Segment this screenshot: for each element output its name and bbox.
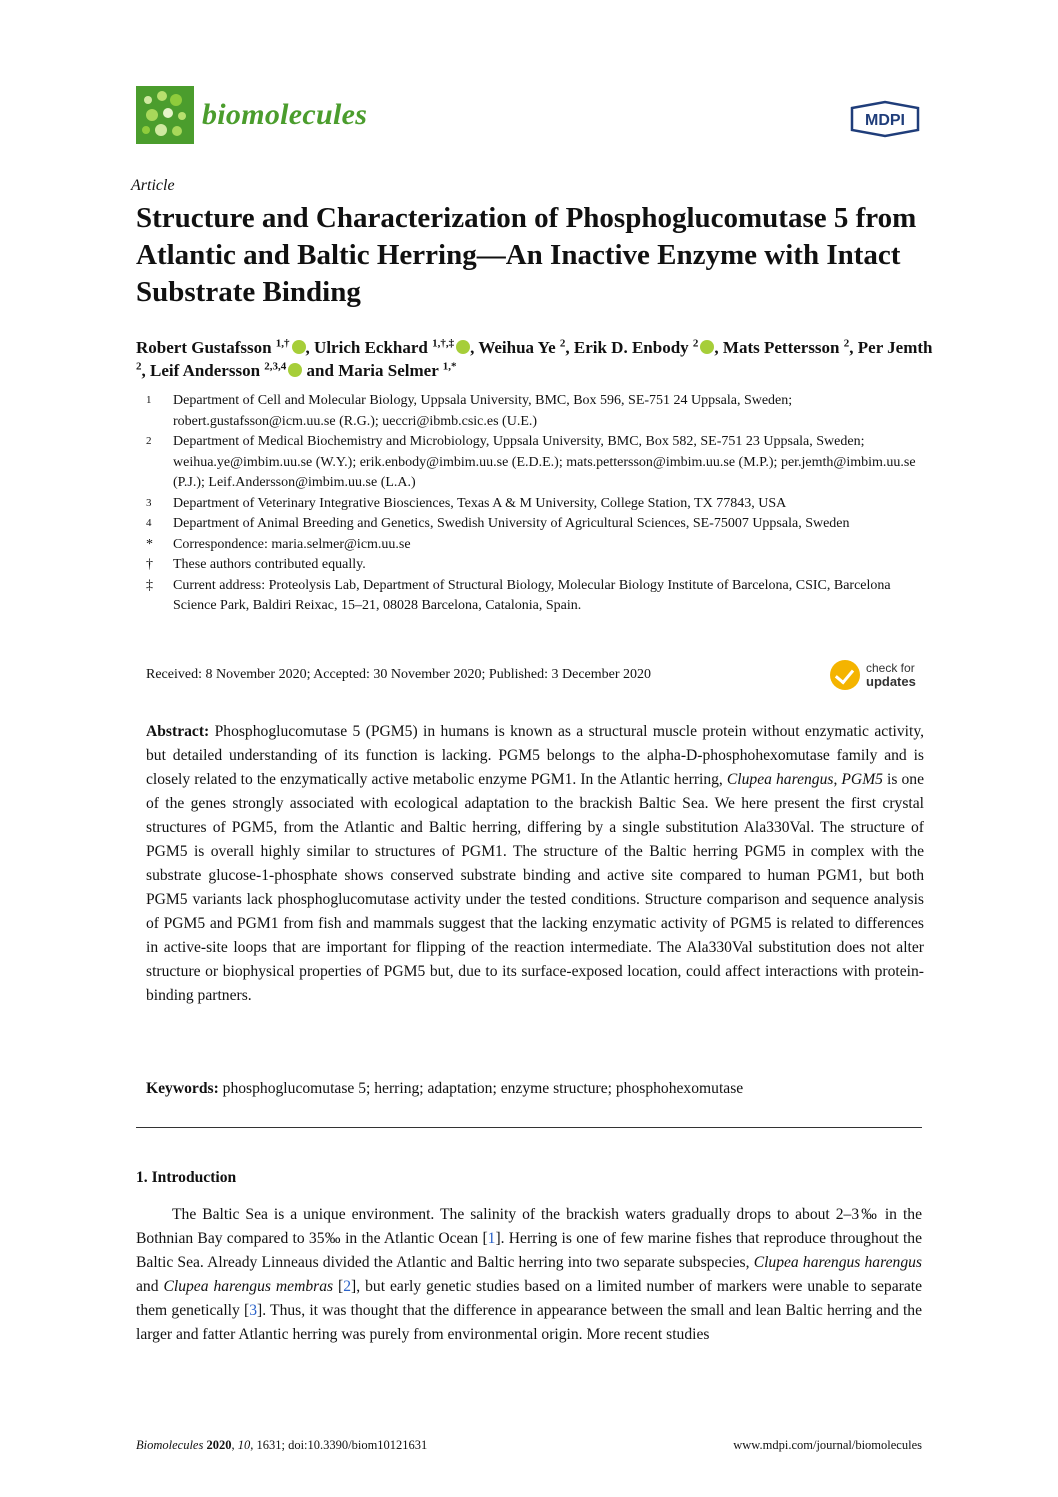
author-name: Leif Andersson [150, 361, 261, 380]
affiliation-item [146, 432, 936, 494]
intro-text: ]. Thus, it was thought that the difference in appearance between the small and lean Baltic herring and the larger and fatter Atlantic herring was purely from environmental origin. More recent studies [136, 1302, 923, 1343]
author-affiliation-marker: 2,3,4 [264, 360, 287, 373]
intro-text: [ [333, 1278, 344, 1295]
author-affiliation-marker: 2 [843, 337, 850, 350]
keywords-text: phosphoglucomutase 5; herring; adaptation; enzyme structure; phosphohexomutase [218, 1080, 744, 1097]
intro-text: ], but early genetic studies based on a limited number of markers were unable to separate them genetically [ [136, 1278, 923, 1319]
abstract [146, 720, 924, 1008]
affiliation-marker: 3 [146, 496, 152, 509]
author-name: Ulrich Eckhard [314, 338, 428, 357]
footer-doi: , 1631; doi:10.3390/biom10121631 [250, 1438, 428, 1452]
affiliation-item [146, 576, 936, 617]
affiliation-text: Department of Medical Biochemistry and Microbiology, Uppsala University, BMC, Box 582, SE-751 23 Uppsala, Sweden; weihua.ye@imbim.uu.se (W.Y.); erik.enbody@imbim.uu.se (E.D.E.); mats.pettersson@imbim.uu.se (M.P.); per.jemth@imbim.uu.se (P.J.); Leif.Andersson@imbim.uu.se (L.A.) [173, 434, 916, 490]
section-divider [136, 1127, 922, 1128]
keywords [146, 1077, 924, 1101]
affiliation-item [146, 555, 936, 576]
citation-link[interactable]: 2 [343, 1278, 352, 1295]
author-name: Mats Pettersson [722, 338, 840, 357]
author-affiliation-marker: 1,* [442, 360, 457, 373]
affiliation-text: Department of Veterinary Integrative Biosciences, Texas A & M University, College Station, TX 77843, USA [173, 495, 787, 511]
affiliation-item [146, 514, 936, 535]
footer-url[interactable]: www.mdpi.com/journal/biomolecules [733, 1438, 922, 1452]
author-separator: , [714, 338, 723, 357]
footer-volume: 10 [237, 1438, 251, 1452]
affiliation-text: These authors contributed equally. [173, 557, 366, 572]
author-affiliation-marker: 2 [692, 337, 699, 350]
author-separator: , [470, 338, 479, 357]
author-affiliation-marker: 1,†,‡ [432, 337, 455, 350]
abstract-text: Phosphoglucomutase 5 (PGM5) in humans is known as a structural muscle protein without enzymatic activity, but detailed understanding of its function is lacking. PGM5 belongs to the alpha-D-phosphohexomutase family and is closely related to the enzymatically active metabolic enzyme PGM1. In the Atlantic herring, [146, 723, 924, 788]
affiliation-item [146, 494, 936, 515]
species-name: Clupea harengus membras [163, 1278, 334, 1295]
footer-journal: Biomolecules [136, 1438, 204, 1452]
citation-link[interactable]: 3 [249, 1302, 258, 1319]
author-list [136, 336, 936, 382]
author-affiliation-marker: 2 [136, 360, 142, 373]
introduction-paragraph [136, 1203, 922, 1347]
abstract-rest: is one of the genes strongly associated with ecological adaptation to the brackish Baltic Sea. We here present the first crystal structures of PGM5, from the Atlantic and Baltic herring, differing by a single substitution Ala330Val. The structure of PGM5 is overall highly similar to structures of PGM1. The structure of the Baltic herring PGM5 in complex with the substrate glucose-1-phosphate shows conserved substrate binding and active site compared to human PGM1, but both PGM5 variants lack phosphoglucomutase activity under the tested conditions. Structure comparison and sequence analysis of PGM5 and PGM1 from fish and mammals suggest that the lacking enzymatic activity of PGM5 is related to differences in active-site loops that are important for flipping of the reaction intermediate. The Ala330Val substitution does not alter structure or biophysical properties of PGM5 but, due to its surface-exposed location, could affect interactions with protein-binding partners. [146, 771, 924, 1004]
affiliation-item [146, 535, 936, 556]
author-affiliation-marker: 1,† [275, 337, 290, 350]
journal-logo-icon [136, 86, 194, 144]
affiliation-text: Correspondence: maria.selmer@icm.uu.se [173, 536, 411, 552]
author-separator: , [849, 338, 858, 357]
abstract-species: Clupea harengus [726, 771, 834, 788]
abstract-gene: PGM5 [841, 771, 883, 788]
affiliation-marker: 4 [146, 517, 152, 529]
mdpi-logo [848, 100, 922, 142]
orcid-icon[interactable] [288, 363, 302, 377]
orcid-icon[interactable] [700, 340, 714, 354]
affiliations [146, 391, 936, 617]
author-separator: and [302, 361, 339, 380]
author-name: Robert Gustafsson [136, 338, 272, 357]
affiliation-marker: 1 [146, 394, 152, 406]
author-name: Erik D. Enbody [573, 338, 689, 357]
article-title: Structure and Characterization of Phosphoglucomutase 5 from Atlantic and Baltic Herring—An Inactive Enzyme with Intact Substrate Binding [136, 202, 917, 308]
author-separator: , [141, 361, 150, 380]
affiliation-item [146, 391, 936, 432]
author-name: Maria Selmer [338, 361, 439, 380]
orcid-icon[interactable] [456, 340, 470, 354]
affiliation-text: Department of Cell and Molecular Biology, Uppsala University, BMC, Box 596, SE-751 24 Uppsala, Sweden; robert.gustafsson@icm.uu.se (R.G.); ueccri@ibmb.csic.es (U.E.) [173, 393, 793, 429]
abstract-sep: , [833, 771, 842, 788]
check-for-updates-badge[interactable] [830, 660, 916, 690]
abstract-label: Abstract: [146, 723, 210, 740]
footer-citation: Biomolecules 2020, 10, 1631; doi:10.3390/biom10121631 [136, 1438, 428, 1452]
affiliation-marker: ‡ [146, 577, 153, 593]
journal-name: biomolecules [202, 98, 368, 131]
section-heading: 1. Introduction [136, 1169, 237, 1186]
species-name: Clupea harengus harengus [753, 1254, 922, 1271]
publisher-name: MDPI [865, 112, 905, 129]
article-type: Article [131, 177, 175, 194]
affiliation-marker: * [146, 536, 153, 552]
footer-year: 2020 [206, 1438, 232, 1452]
intro-text: The Baltic Sea is a unique environment. The salinity of the brackish waters gradually drops to about 2–3‰ in the Bothnian Bay compared to 35‰ in the Atlantic Ocean [ [136, 1206, 922, 1247]
publication-dates: Received: 8 November 2020; Accepted: 30 November 2020; Published: 3 December 2020 [146, 667, 652, 682]
author-name: Weihua Ye [478, 338, 556, 357]
author-separator: , [305, 338, 315, 357]
keywords-label: Keywords: [146, 1080, 219, 1097]
affiliation-marker: † [146, 557, 153, 572]
orcid-icon[interactable] [292, 340, 306, 354]
journal-logo [136, 86, 194, 144]
affiliation-marker: 2 [146, 435, 152, 447]
check-updates-line2: updates [866, 674, 916, 689]
check-updates-line1: check for [866, 661, 915, 675]
intro-text: and [136, 1278, 164, 1295]
author-separator: , [565, 338, 574, 357]
intro-text: ]. Herring is one of few marine fishes that reproduce throughout the Baltic Sea. Already Linneaus divided the Atlantic and Baltic herring into two separate subspecies, [136, 1230, 922, 1271]
citation-link[interactable]: 1 [487, 1230, 496, 1247]
author-affiliation-marker: 2 [559, 337, 566, 350]
author-name: Per Jemth [857, 338, 933, 357]
checkmark-icon [830, 660, 860, 690]
affiliation-text: Current address: Proteolysis Lab, Department of Structural Biology, Molecular Biology Institute of Barcelona, CSIC, Barcelona Science Park, Baldiri Reixac, 15–21, 08028 Barcelona, Catalonia, Spain. [173, 577, 891, 613]
affiliation-text: Department of Animal Breeding and Genetics, Swedish University of Agricultural Sciences, SE-75007 Uppsala, Sweden [173, 516, 850, 531]
